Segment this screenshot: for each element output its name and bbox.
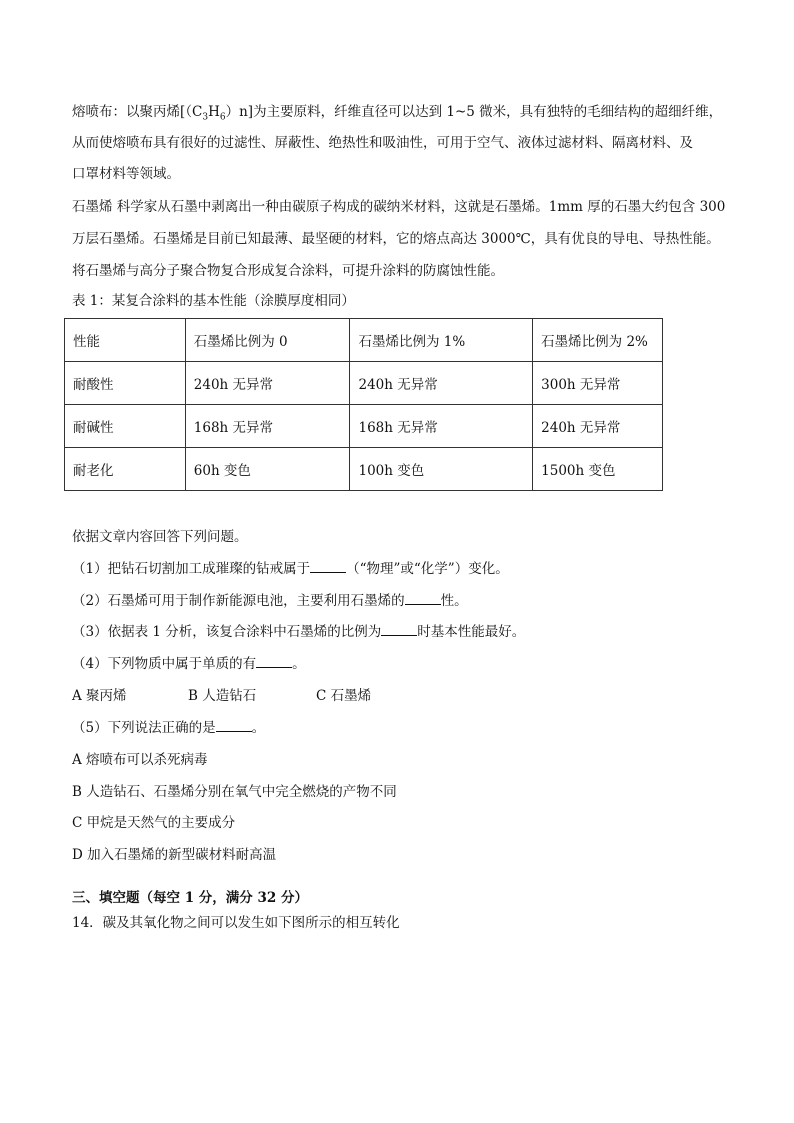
table-row bbox=[65, 405, 663, 448]
question-5: （5）下列说法正确的是 。 bbox=[72, 720, 266, 736]
answer-blank[interactable] bbox=[405, 592, 441, 605]
answer-blank[interactable] bbox=[310, 560, 346, 573]
table-cell: 240h 无异常 bbox=[350, 362, 533, 405]
table-row bbox=[65, 362, 663, 405]
answer-blank[interactable] bbox=[256, 655, 292, 668]
article-paragraph-2-line-2: 万层石墨烯。石墨烯是目前已知最薄、最坚硬的材料，它的熔点高达 3000℃，具有优良的导电、导热性能。 bbox=[72, 231, 720, 247]
table-cell: 168h 无异常 bbox=[185, 405, 350, 448]
question-2: （2）石墨烯可用于制作新能源电池，主要利用石墨烯的 性。 bbox=[72, 593, 468, 609]
option-c: C 石墨烯 bbox=[316, 688, 372, 704]
question-5-option-d: D 加入石墨烯的新型碳材料耐高温 bbox=[72, 847, 277, 863]
questions-intro: 依据文章内容回答下列问题。 bbox=[72, 529, 248, 545]
table-cell: 168h 无异常 bbox=[350, 405, 533, 448]
question-5-option-a: A 熔喷布可以杀死病毒 bbox=[72, 752, 208, 768]
table-header-cell: 石墨烯比例为 2% bbox=[533, 319, 663, 362]
article-paragraph-1-line-1: 熔喷布：以聚丙烯$[(C_3H_6)n]$为主要原料，纤维直径可以达到 1~5 微米，具有独特的毛细结构的超细纤维， bbox=[72, 104, 723, 123]
section-title: 三、填空题（每空 1 分，满分 32 分） bbox=[72, 890, 308, 906]
table-cell: 240h 无异常 bbox=[533, 405, 663, 448]
table-row bbox=[65, 448, 663, 491]
table-cell: 耐老化 bbox=[65, 448, 186, 491]
question-5-option-b: B 人造钻石、石墨烯分别在氧气中完全燃烧的产物不同 bbox=[72, 784, 397, 800]
question-4: （4）下列物质中属于单质的有 。 bbox=[72, 656, 306, 672]
question-1: （1）把钻石切割加工成璀璨的钻戒属于 （“物理”或“化学”）变化。 bbox=[72, 561, 509, 577]
table-cell: 100h 变色 bbox=[350, 448, 533, 491]
question-14: 14．碳及其氧化物之间可以发生如下图所示的相互转化 bbox=[72, 915, 400, 931]
properties-table bbox=[64, 318, 663, 491]
table-cell: 300h 无异常 bbox=[533, 362, 663, 405]
question-3: （3）依据表 1 分析，该复合涂料中石墨烯的比例为 时基本性能最好。 bbox=[72, 624, 526, 640]
option-a: A 聚丙烯 bbox=[72, 688, 127, 704]
article-paragraph-2-line-1: 石墨烯 科学家从石墨中剥离出一种由碳原子构成的碳纳米材料，这就是石墨烯。1mm 厚的石墨大约包含 300 bbox=[72, 199, 726, 215]
article-paragraph-2-line-3: 将石墨烯与高分子聚合物复合形成复合涂料，可提升涂料的防腐蚀性能。 bbox=[72, 263, 504, 279]
table-cell: 1500h 变色 bbox=[533, 448, 663, 491]
table-caption: 表 1：某复合涂料的基本性能（涂膜厚度相同） bbox=[72, 293, 355, 309]
table-cell: 耐碱性 bbox=[65, 405, 186, 448]
option-b: B 人造钻石 bbox=[188, 688, 257, 704]
table-header-cell: 性能 bbox=[65, 319, 186, 362]
question-5-option-c: C 甲烷是天然气的主要成分 bbox=[72, 815, 236, 831]
article-paragraph-1-line-2: 从而使熔喷布具有很好的过滤性、屏蔽性、绝热性和吸油性，可用于空气、液体过滤材料、隔离材料、及 bbox=[72, 135, 693, 151]
table-cell: 耐酸性 bbox=[65, 362, 186, 405]
answer-blank[interactable] bbox=[381, 623, 417, 636]
table-cell: 240h 无异常 bbox=[185, 362, 350, 405]
table-header-cell: 石墨烯比例为 0 bbox=[185, 319, 350, 362]
table-cell: 60h 变色 bbox=[185, 448, 350, 491]
article-paragraph-1-line-3: 口罩材料等领域。 bbox=[72, 166, 180, 182]
answer-blank[interactable] bbox=[216, 719, 252, 732]
table-header-row bbox=[65, 319, 663, 362]
table-header-cell: 石墨烯比例为 1% bbox=[350, 319, 533, 362]
question-4-options bbox=[72, 686, 371, 706]
